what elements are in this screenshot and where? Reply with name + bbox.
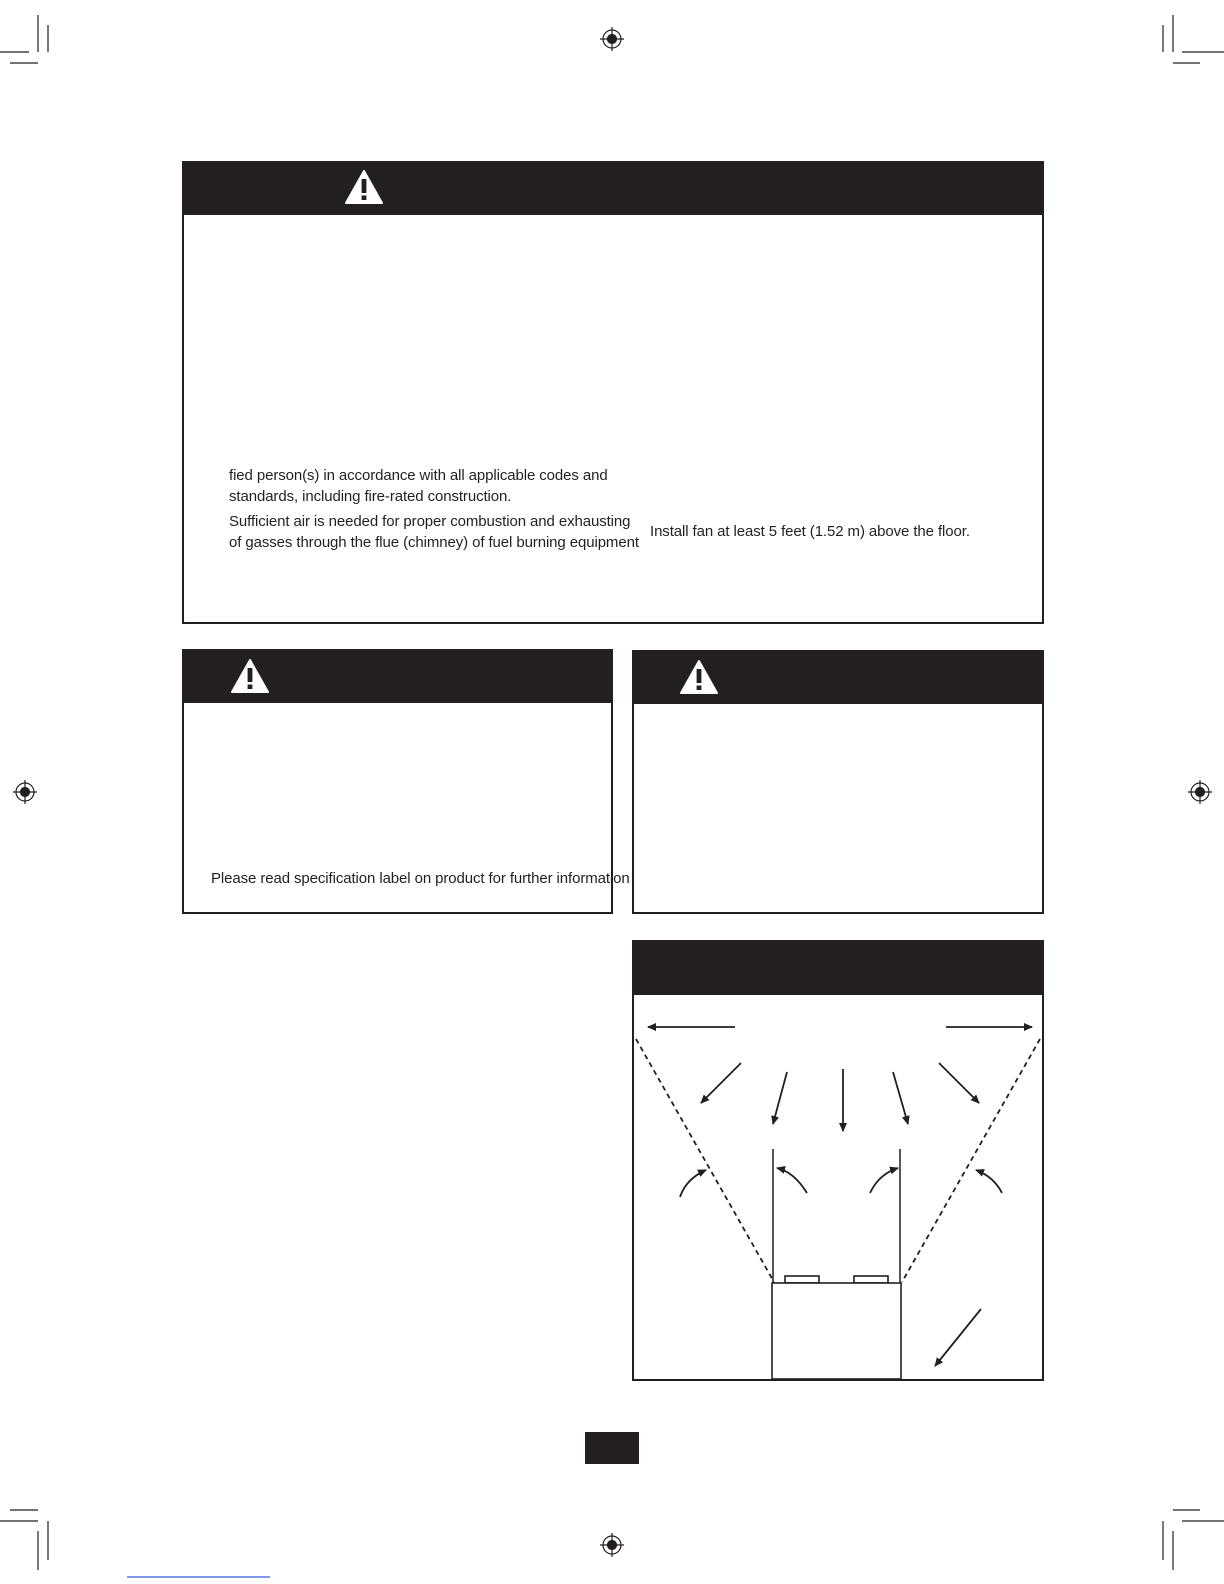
airflow-diagram — [634, 942, 1042, 1379]
registration-target-left — [13, 780, 37, 804]
warning-triangle-icon — [344, 169, 384, 205]
warning-box-right — [632, 650, 1044, 914]
main-body-line-3: Sufficient air is needed for proper combustion and exhausting — [229, 513, 631, 530]
cone-right — [902, 1039, 1040, 1282]
arrow-down-1 — [701, 1063, 741, 1103]
arrow-down-4 — [893, 1072, 908, 1124]
page-number-block — [585, 1432, 639, 1464]
warning-triangle-icon — [230, 658, 270, 694]
warning-box-left — [182, 649, 630, 914]
main-right-text: Install fan at least 5 feet (1.52 m) above the floor. — [650, 523, 970, 540]
arrow-curve-2 — [777, 1168, 807, 1193]
main-body-line-1: fied person(s) in accordance with all applicable codes and — [229, 467, 608, 484]
arrow-down-2 — [773, 1072, 787, 1124]
registration-target-bottom — [600, 1533, 624, 1557]
spec-label-note: Please read specification label on product for further information — [211, 870, 630, 887]
arrow-curve-3 — [870, 1168, 898, 1193]
registration-target-top — [600, 27, 624, 51]
arrow-down-5 — [939, 1063, 979, 1103]
registration-target-right — [1188, 780, 1212, 804]
arrow-diagonal — [935, 1309, 981, 1366]
arrow-curve-4 — [976, 1170, 1002, 1193]
warning-box-main — [182, 161, 1044, 624]
appliance-unit — [772, 1276, 901, 1379]
warning-header-band — [184, 163, 1042, 215]
warning-triangle-icon — [679, 659, 719, 695]
main-body-line-4: of gasses through the flue (chimney) of fuel burning equipment — [229, 534, 639, 551]
main-body-line-2: standards, including fire-rated construction. — [229, 488, 512, 505]
arrow-curve-1 — [680, 1170, 706, 1197]
cone-left — [636, 1039, 774, 1282]
airflow-diagram-box — [632, 940, 1044, 1381]
